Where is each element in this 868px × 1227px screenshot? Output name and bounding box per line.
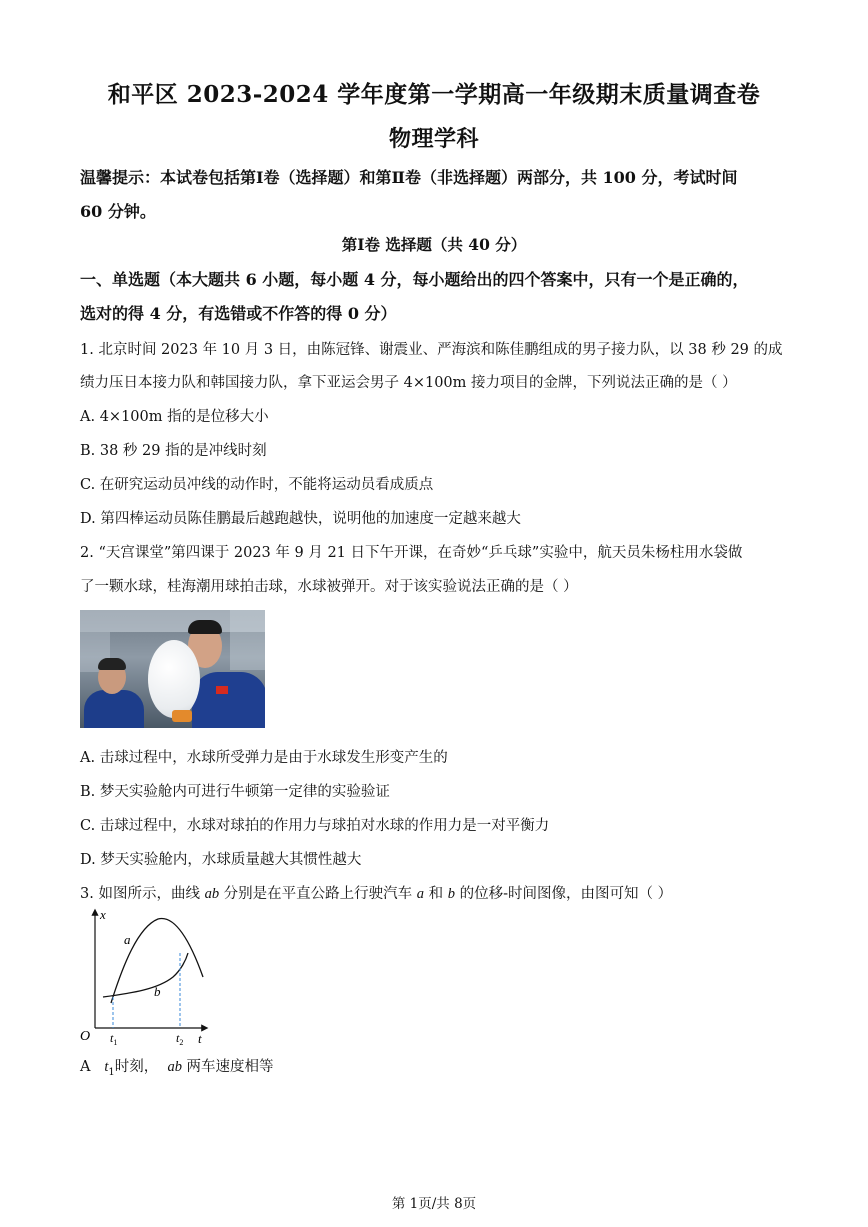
t2-label: $t_2$ [176,1031,184,1045]
notice-line-2: 60 分钟。 [80,202,156,221]
q3-option-a: A $t_1$时刻， ab 两车速度相等 [80,1059,274,1078]
page-footer: 第 1页/共 8页 [391,1196,477,1212]
section-title: 第Ⅰ卷 选择题（共 40 分） [341,235,527,254]
q2-option-b: B. 梦天实验舱内可进行牛顿第一定律的实验验证 [80,784,390,800]
q2-option-a: A. 击球过程中，水球所受弹力是由于水球发生形变产生的 [80,750,448,766]
q1-option-c: C. 在研究运动员冲线的动作时，不能将运动员看成质点 [80,477,434,493]
notice-line-1: 温馨提示：本试卷包括第Ⅰ卷（选择题）和第Ⅱ卷（非选择题）两部分，共 100 分，考试时间 [80,168,738,187]
q2-stem-line-1: 2. “天宫课堂”第四课于 2023 年 9 月 21 日下午开课，在奇妙“乒乓球”实验中，航天员朱杨柱用水袋做 [80,545,743,561]
curve-a-label: a [124,932,131,947]
part1-heading-line-2: 选对的得 4 分，有选错或不作答的得 0 分） [80,304,397,323]
q1-stem-line-2: 绩力压日本接力队和韩国接力队，拿下亚运会男子 4×100m 接力项目的金牌，下列说法正确的是（ ） [80,375,737,391]
curve-b-label: b [154,984,161,999]
t1-label: $t_1$ [110,1031,118,1045]
part1-heading-line-1: 一、单选题（本大题共 6 小题，每小题 4 分，每小题给出的四个答案中，只有一个是正确的， [80,270,749,289]
x-axis-label: x [100,907,106,922]
displacement-time-graph [78,905,213,1045]
q2-option-d: D. 梦天实验舱内，水球质量越大其惯性越大 [80,852,362,868]
q1-option-a: A. 4×100m 指的是位移大小 [80,409,269,425]
q1-option-b: B. 38 秒 29 指的是冲线时刻 [80,443,267,459]
q3-stem: 3. 如图所示，曲线 ab 分别是在平直公路上行驶汽车 a 和 b 的位移-时间图像，由图可知（ ） [80,886,673,902]
t-axis-label: t [198,1031,202,1045]
q2-stem-line-2: 了一颗水球，桂海潮用球拍击球，水球被弹开。对于该实验说法正确的是（ ） [80,579,578,595]
q1-stem-line-1: 1. 北京时间 2023 年 10 月 3 日，由陈冠锋、谢震业、严海滨和陈佳鹏组成的男子接力队，以 38 秒 29 的成 [80,342,783,358]
exam-subject: 物理学科 [388,126,479,152]
q1-option-d: D. 第四棒运动员陈佳鹏最后越跑越快，说明他的加速度一定越来越大 [80,511,521,527]
exam-title: 和平区 2023-2024 学年度第一学期高一年级期末质量调查卷 [107,81,761,108]
tiangong-classroom-photo [80,610,265,728]
origin-label: O [80,1029,91,1044]
q2-option-c: C. 击球过程中，水球对球拍的作用力与球拍对水球的作用力是一对平衡力 [80,818,550,834]
